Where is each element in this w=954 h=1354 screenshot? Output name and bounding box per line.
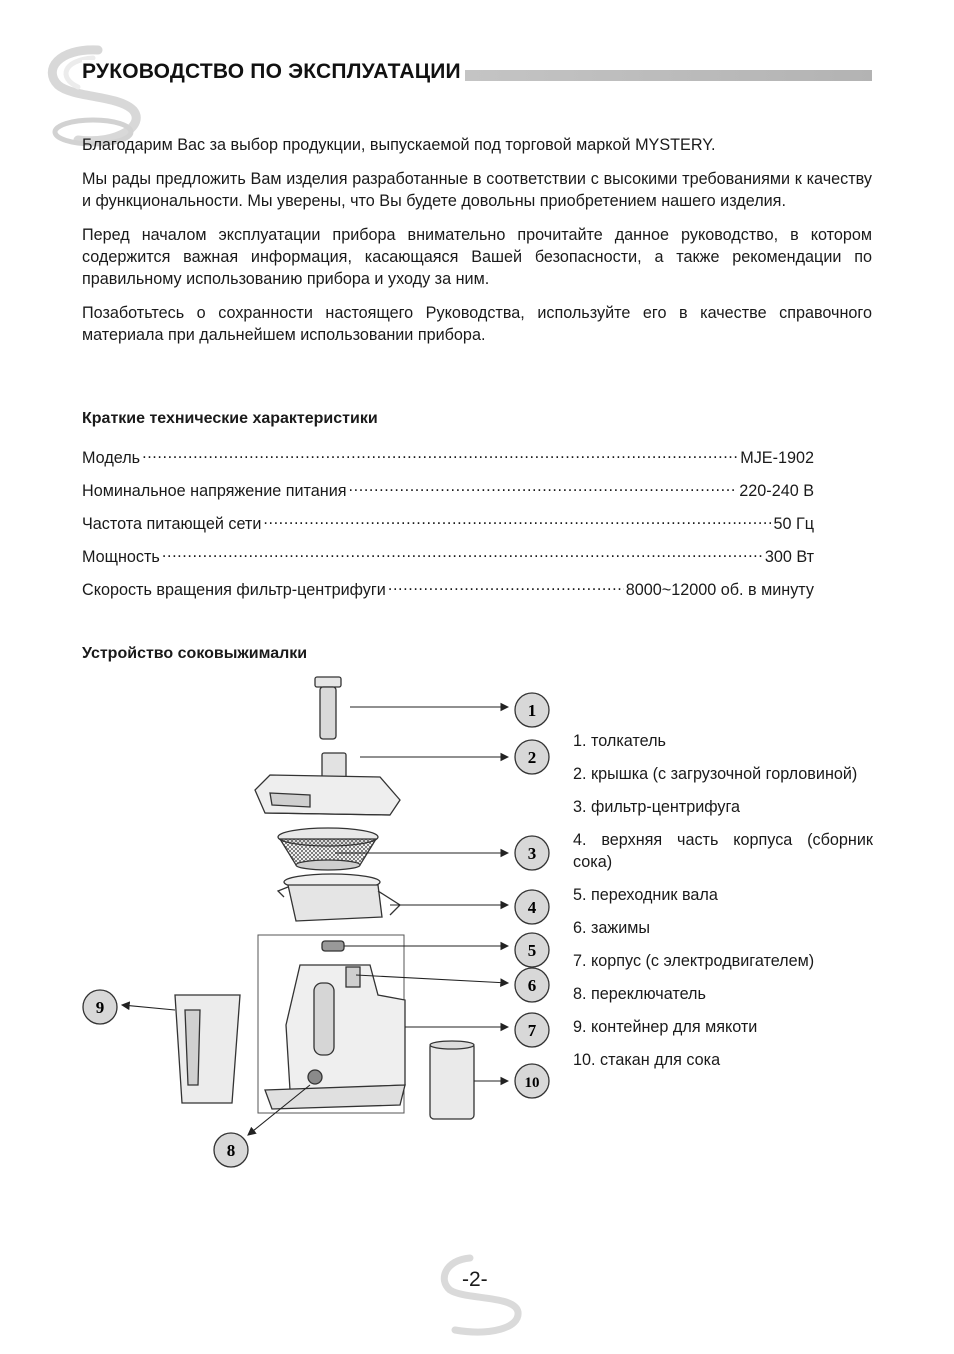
callout-5 [515, 933, 549, 967]
svg-text:5: 5 [527, 941, 537, 960]
motor-body-part [265, 965, 405, 1109]
spec-value: 50 Гц [773, 515, 814, 533]
legend-item: 3. фильтр-центрифуга [573, 798, 741, 816]
spec-row [82, 510, 814, 543]
callout-6 [515, 968, 549, 1002]
spec-leader [349, 477, 738, 496]
spec-row [82, 543, 814, 576]
shaft-adapter-part [322, 941, 344, 951]
spec-label: Номинальное напряжение питания [82, 482, 347, 500]
intro-section [82, 134, 872, 358]
spec-value: MJE-1902 [740, 449, 814, 467]
intro-paragraph: Позаботьтесь о сохранности настоящего Руководства, используйте его в качестве справочного материала при дальнейшем использовании прибора. [82, 304, 872, 344]
spec-label: Частота питающей сети [82, 515, 262, 533]
spec-label: Скорость вращения фильтр-центрифуги [82, 581, 386, 599]
callout-10 [515, 1064, 549, 1098]
device-heading: Устройство соковыжималки [82, 645, 308, 662]
spec-row [82, 576, 814, 609]
legend-item: 6. зажимы [573, 919, 651, 937]
callout-7 [515, 1013, 549, 1047]
spec-label: Мощность [82, 548, 160, 566]
legend-item: 9. контейнер для мякоти [573, 1018, 758, 1036]
callout-4 [515, 890, 549, 924]
spec-row [82, 477, 814, 510]
legend-item: 1. толкатель [573, 732, 666, 750]
spec-leader [162, 543, 763, 562]
filter-part [278, 828, 378, 870]
spec-leader [388, 576, 624, 595]
juicer-exploded-diagram [60, 665, 580, 1185]
svg-text:2: 2 [527, 748, 537, 767]
callout-9 [83, 990, 117, 1024]
svg-text:9: 9 [95, 998, 105, 1017]
switch-part [308, 1070, 322, 1084]
legend-item: 4. верхняя часть корпуса (сборник сока) [573, 831, 873, 871]
intro-paragraph: Мы рады предложить Вам изделия разработанные в соответствии с высокими требованиями к качеству и функциональности. Мы уверены, что Вы будете довольны приобретением нашего изделия. [82, 170, 872, 210]
lid-part [255, 753, 400, 815]
svg-text:6: 6 [527, 976, 537, 995]
page-number-swirl-icon [430, 1250, 525, 1340]
svg-text:8: 8 [226, 1141, 236, 1160]
spec-row [82, 444, 814, 477]
page-title: РУКОВОДСТВО ПО ЭКСПЛУАТАЦИИ [82, 60, 465, 84]
spec-leader [142, 444, 738, 463]
svg-text:4: 4 [527, 898, 537, 917]
specs-heading: Краткие технические характеристики [82, 410, 378, 427]
intro-paragraph: Перед началом эксплуатации прибора внимательно прочитайте данное руководство, в котором содержится важная информация, касающаяся Вашей безопасности, а также рекомендации по правильному использованию прибора и уходу за ним. [82, 226, 872, 288]
legend-item: 8. переключатель [573, 985, 706, 1003]
spec-value: 8000~12000 об. в минуту [625, 581, 814, 599]
callout-2 [515, 740, 549, 774]
svg-text:7: 7 [527, 1021, 537, 1040]
juice-cup-part [430, 1041, 474, 1119]
specs-table [82, 444, 814, 609]
legend-item: 2. крышка (с загрузочной горловиной) [573, 765, 858, 783]
spec-value: 220-240 В [739, 482, 814, 500]
upper-housing-part [278, 874, 400, 921]
spec-leader [263, 510, 771, 529]
spec-value: 300 Вт [764, 548, 814, 566]
intro-paragraph: Благодарим Вас за выбор продукции, выпускаемой под торговой маркой MYSTERY. [82, 136, 716, 154]
svg-text:1: 1 [527, 701, 537, 720]
pulp-container-part [175, 995, 240, 1103]
legend-item: 10. стакан для сока [573, 1051, 721, 1069]
callout-1 [515, 693, 549, 727]
parts-legend [573, 730, 873, 1082]
page-number: -2- [462, 1268, 488, 1291]
svg-text:3: 3 [527, 844, 537, 863]
pusher-part [315, 677, 341, 739]
callout-8 [214, 1133, 248, 1167]
spec-label: Модель [82, 449, 141, 467]
callout-3 [515, 836, 549, 870]
legend-item: 7. корпус (с электродвигателем) [573, 952, 815, 970]
svg-text:10: 10 [524, 1075, 540, 1091]
legend-item: 5. переходник вала [573, 886, 718, 904]
